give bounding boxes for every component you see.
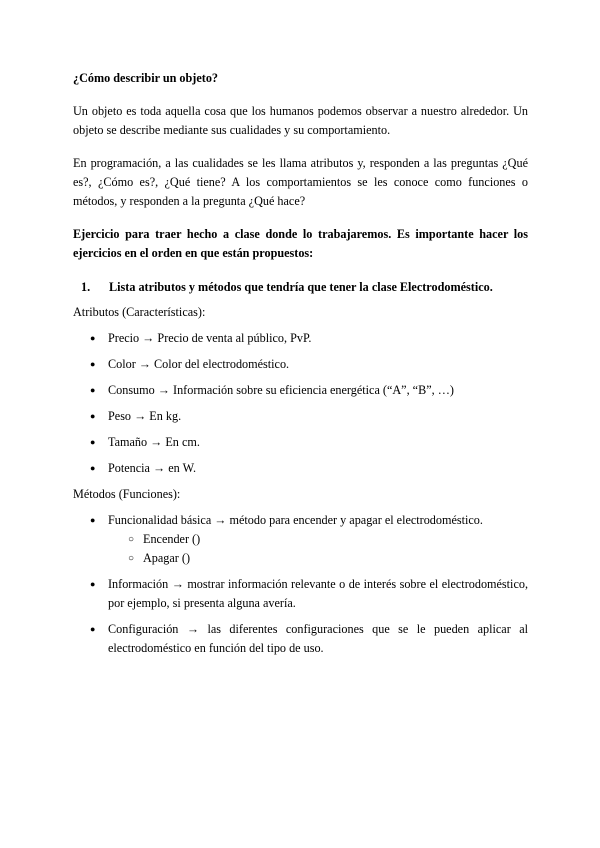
bullet-icon: ● <box>90 411 96 421</box>
section-heading: ¿Cómo describir un objeto? <box>73 71 219 85</box>
method-turn-on: Encender () <box>143 532 201 546</box>
sub-list-item <box>108 530 528 549</box>
method-basic-functionality: Funcionalidad básica → método para encender y apagar el electrodoméstico. <box>108 513 483 527</box>
list-item <box>73 329 528 348</box>
exercise-instructions: Ejercicio para traer hecho a clase donde lo trabajaremos. Es importante hacer los ejercicios en el orden en que están propuestos: <box>73 227 528 260</box>
task-text: Lista atributos y métodos que tendría que tener la clase Electrodoméstico. <box>109 280 493 294</box>
attribute-color: Color → Color del electrodoméstico. <box>108 357 290 371</box>
attribute-power: Potencia → en W. <box>108 461 197 475</box>
attribute-price: Precio → Precio de venta al público, PvP. <box>108 331 312 345</box>
sub-list-item <box>108 549 528 568</box>
list-item <box>73 620 528 658</box>
bullet-icon: ● <box>90 515 96 525</box>
list-item <box>73 355 528 374</box>
intro-paragraph-1: Un objeto es toda aquella cosa que los humanos podemos observar a nuestro alrededor. Un objeto se describe mediante sus cualidades y su comportamiento. <box>73 104 528 137</box>
circle-bullet-icon: ○ <box>128 553 135 564</box>
document-page <box>73 69 528 665</box>
methods-list <box>73 511 528 658</box>
attribute-weight: Peso → En kg. <box>108 409 182 423</box>
circle-bullet-icon: ○ <box>128 534 135 545</box>
bullet-icon: ● <box>90 624 96 634</box>
list-item <box>73 407 528 426</box>
list-item <box>73 511 528 568</box>
attribute-consumption: Consumo → Información sobre su eficiencia energética (“A”, “B”, …) <box>108 383 454 397</box>
list-item <box>73 459 528 478</box>
method-configuration: Configuración → las diferentes configuraciones que se le pueden aplicar al electrodoméstico en función del tipo de uso. <box>108 622 528 655</box>
methods-label: Métodos (Funciones): <box>73 487 181 501</box>
list-item <box>73 575 528 613</box>
list-item <box>73 433 528 452</box>
attribute-size: Tamaño → En cm. <box>108 435 200 449</box>
task-number: 1. <box>81 280 91 294</box>
bullet-icon: ● <box>90 385 96 395</box>
bullet-icon: ● <box>90 437 96 447</box>
bullet-icon: ● <box>90 359 96 369</box>
intro-paragraph-2: En programación, a las cualidades se les llama atributos y, responden a las preguntas ¿Qué es?, ¿Cómo es?, ¿Qué tiene? A los comportamientos se les conoce como funciones o métodos, y responden a la pregunta ¿Qué hace? <box>73 156 528 208</box>
method-turn-off: Apagar () <box>143 551 191 565</box>
list-item <box>73 381 528 400</box>
method-information: Información → mostrar información relevante o de interés sobre el electrodoméstico, por ejemplo, si presenta alguna avería. <box>108 577 528 610</box>
bullet-icon: ● <box>90 579 96 589</box>
task-item <box>73 278 528 297</box>
attributes-list <box>73 329 528 478</box>
attributes-label: Atributos (Características): <box>73 305 206 319</box>
sub-list <box>108 530 528 568</box>
bullet-icon: ● <box>90 463 96 473</box>
bullet-icon: ● <box>90 333 96 343</box>
